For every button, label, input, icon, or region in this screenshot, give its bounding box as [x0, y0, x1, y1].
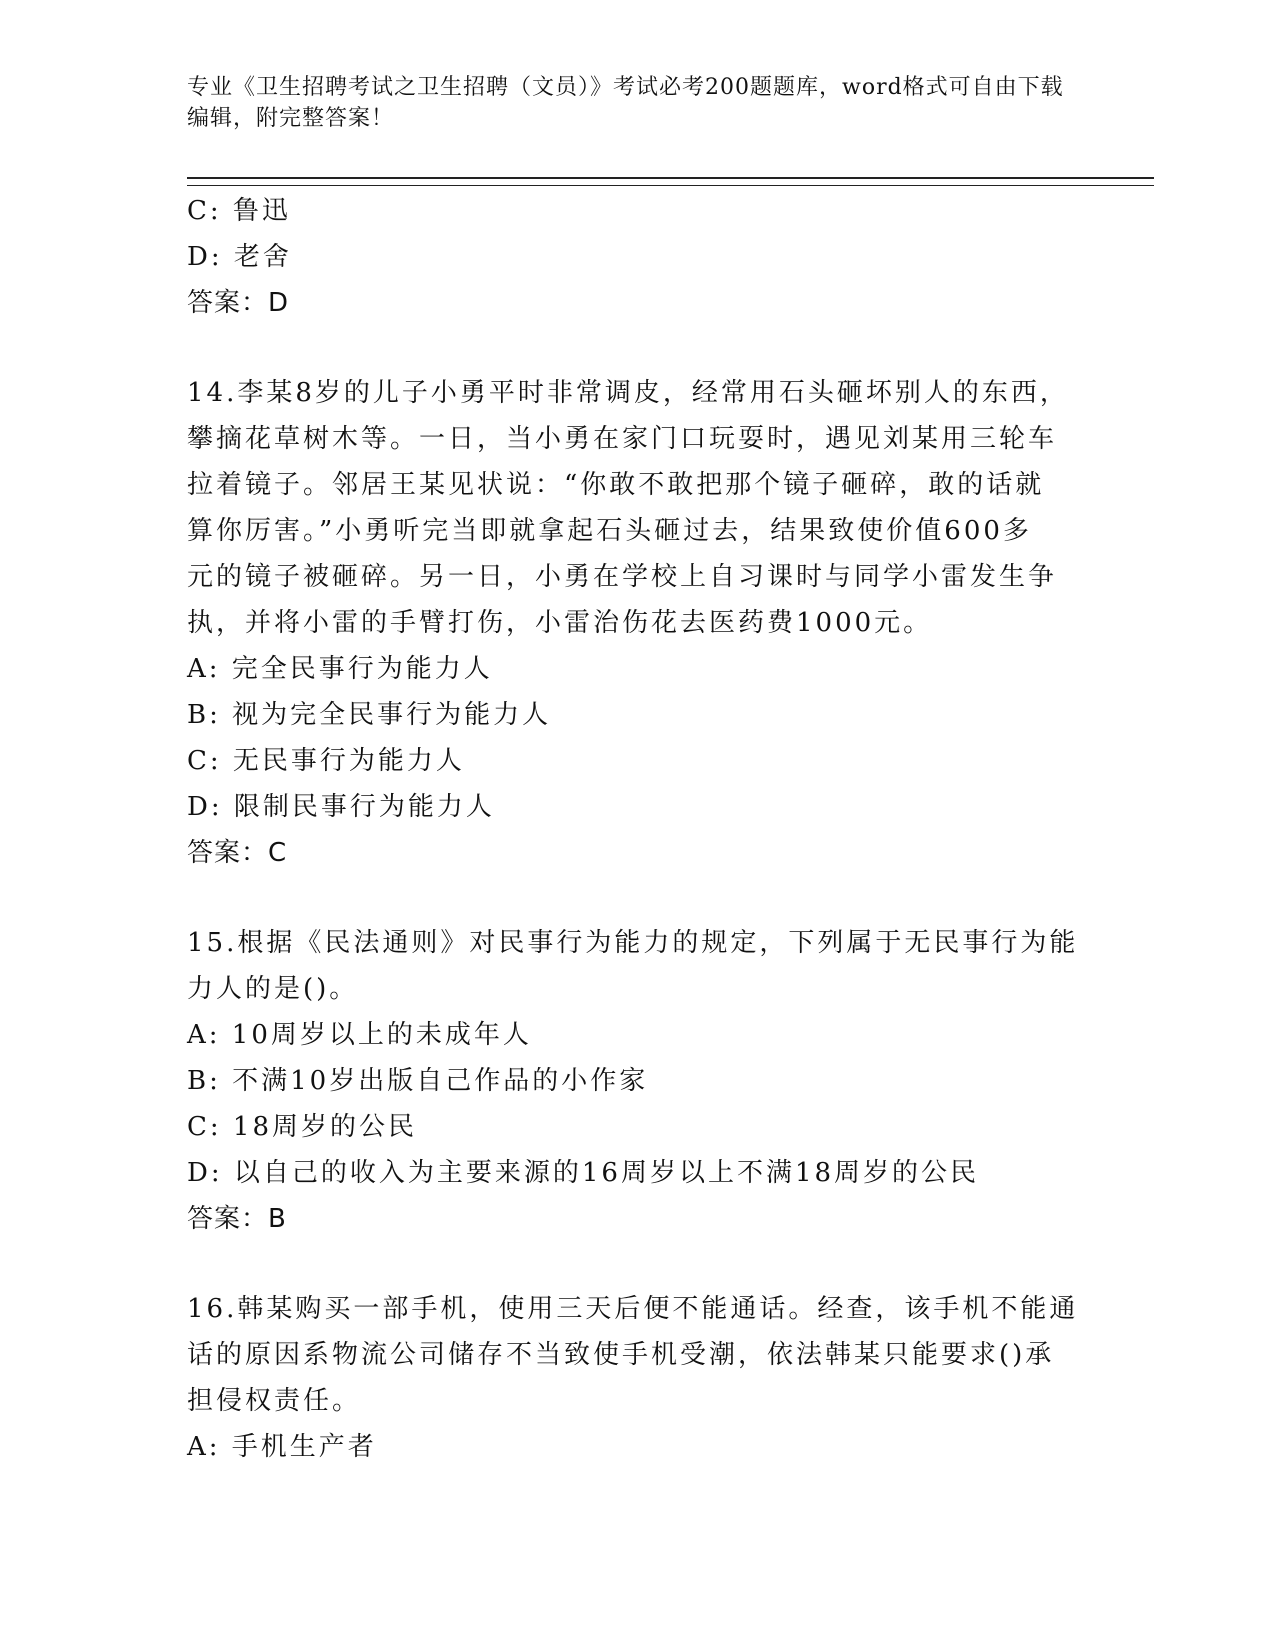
option-d: D: 以自己的收入为主要来源的16周岁以上不满18周岁的公民	[187, 1158, 980, 1188]
question-stem	[187, 1286, 1079, 1424]
option-c: C: 18周岁的公民	[187, 1112, 418, 1142]
stem-line: 拉着镜子。邻居王某见状说：“你敢不敢把那个镜子砸碎，敢的话就	[187, 470, 1045, 500]
stem-line: 元的镜子被砸碎。另一日，小勇在学校上自习课时与同学小雷发生争	[187, 562, 1058, 592]
document-header	[187, 72, 1067, 134]
document-body	[187, 188, 1079, 1470]
question-stem	[187, 370, 1072, 646]
stem-line: 攀摘花草树木等。一日，当小勇在家门口玩耍时，遇见刘某用三轮车	[187, 424, 1058, 454]
stem-line: 16.韩某购买一部手机，使用三天后便不能通话。经查，该手机不能通	[187, 1294, 1079, 1324]
option-c: C: 无民事行为能力人	[187, 746, 465, 776]
question-spacer	[187, 326, 1072, 370]
stem-line: 话的原因系物流公司储存不当致使手机受潮，依法韩某只能要求()承	[187, 1340, 1055, 1370]
option-d: D: 限制民事行为能力人	[187, 792, 495, 822]
option-a: A: 10周岁以上的未成年人	[187, 1020, 532, 1050]
stem-line: 14.李某8岁的儿子小勇平时非常调皮，经常用石头砸坏别人的东西，	[187, 378, 1069, 408]
answer-line: 答案：B	[187, 1204, 287, 1234]
answer-line: 答案：D	[187, 288, 290, 318]
stem-line: 执，并将小雷的手臂打伤，小雷治伤花去医药费1000元。	[187, 608, 933, 638]
question-16	[187, 1286, 1079, 1470]
stem-line: 15.根据《民法通则》对民事行为能力的规定，下列属于无民事行为能	[187, 928, 1079, 958]
stem-line: 算你厉害。”小勇听完当即就拿起石头砸过去，结果致使价值600多	[187, 516, 1032, 546]
header-text: 专业《卫生招聘考试之卫生招聘（文员）》考试必考200题题库，word格式可自由下载编辑，附完整答案！	[187, 75, 1064, 131]
option-b: B: 视为完全民事行为能力人	[187, 700, 552, 730]
question-spacer	[187, 876, 1072, 920]
question-13	[187, 188, 1072, 326]
option-c: C: 鲁迅	[187, 196, 291, 226]
stem-line: 力人的是()。	[187, 974, 359, 1004]
question-15	[187, 920, 1079, 1242]
question-14	[187, 370, 1072, 876]
option-d: D: 老舍	[187, 242, 292, 272]
stem-line: 担侵权责任。	[187, 1386, 362, 1416]
question-spacer	[187, 1242, 1072, 1286]
option-a: A: 完全民事行为能力人	[187, 654, 493, 684]
answer-line: 答案：C	[187, 838, 288, 868]
option-b: B: 不满10岁出版自己作品的小作家	[187, 1066, 649, 1096]
option-a: A: 手机生产者	[187, 1432, 377, 1462]
question-stem	[187, 920, 1079, 1012]
header-divider	[187, 177, 1154, 186]
